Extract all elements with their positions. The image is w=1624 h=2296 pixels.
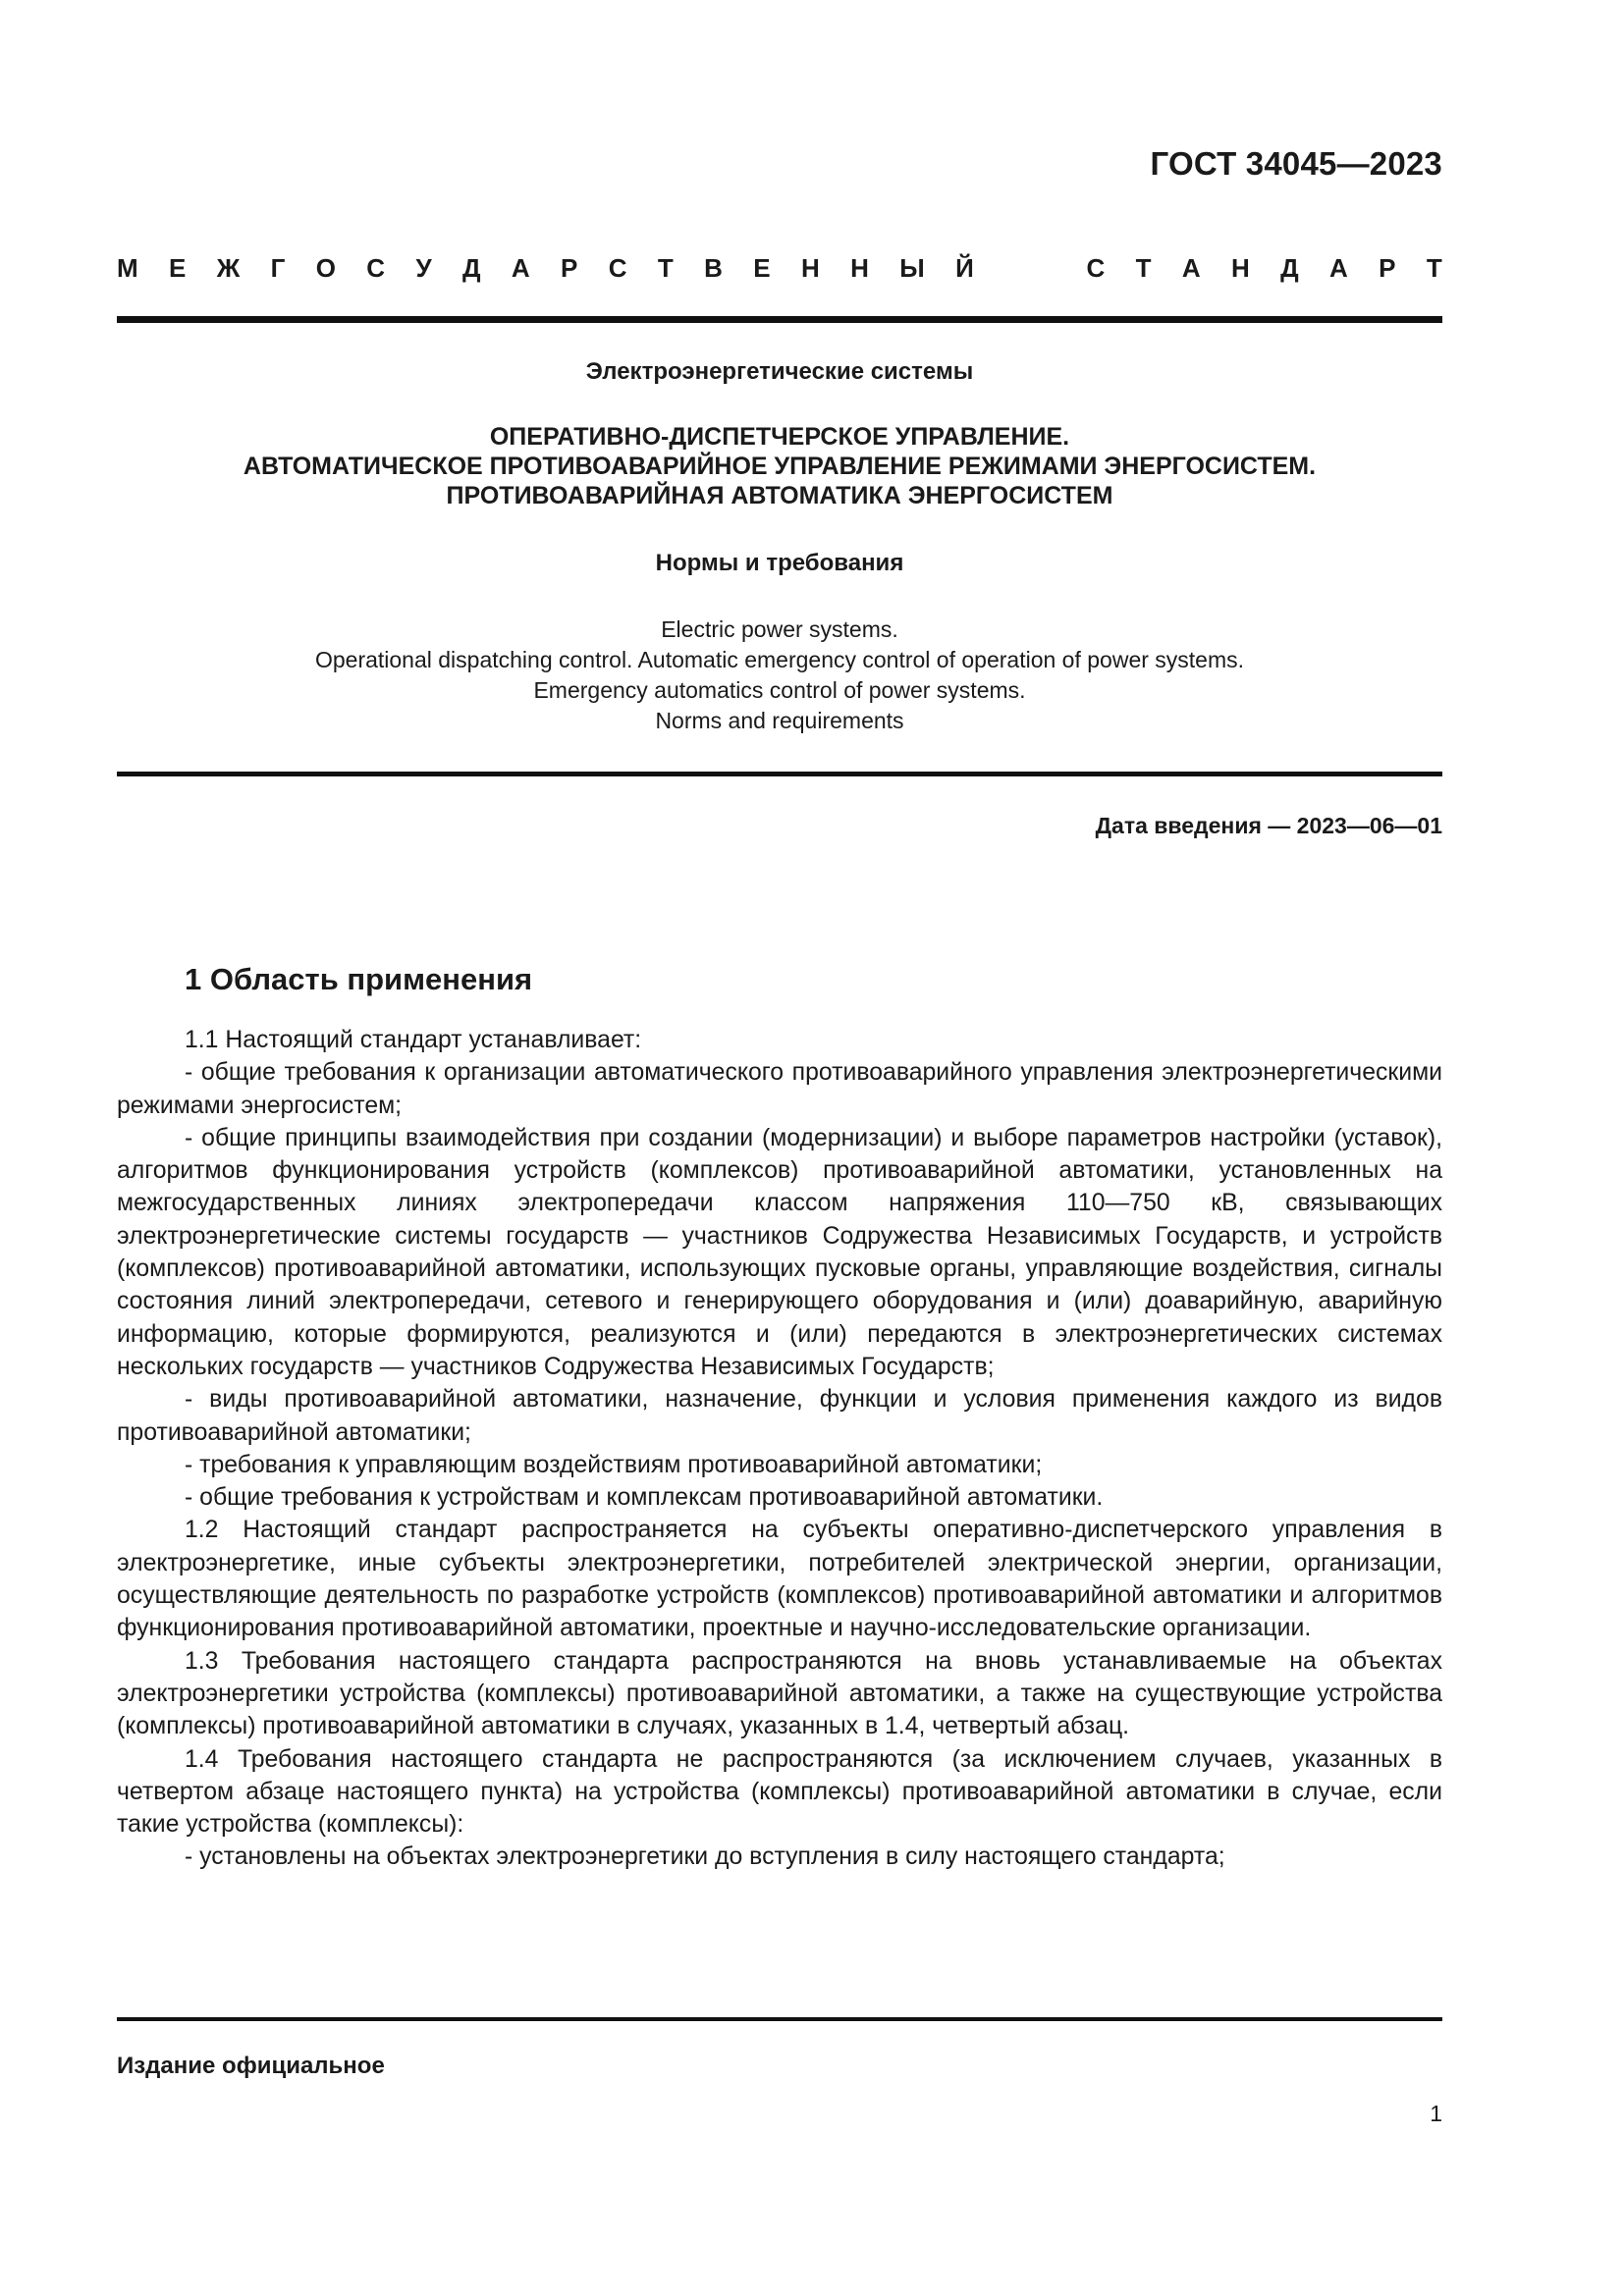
paragraph: 1.4 Требования настоящего стандарта не распространяются (за исключением случаев, указанных в четвертом абзаце настоящего пункта) на устройства (комплексы) противоаварийной автоматики в случае, если такие устройства (комплексы): [117,1745,1442,1839]
norms-title: Нормы и требования [655,550,904,576]
kind-letter: Н [850,253,869,283]
english-title-line: Norms and requirements [655,708,904,733]
english-title [117,614,1442,736]
main-title-line: ПРОТИВОАВАРИЙНАЯ АВТОМАТИКА ЭНЕРГОСИСТЕМ [446,482,1113,509]
kind-letter: У [415,253,432,283]
kind-letter: А [1329,253,1348,283]
kind-letter: О [315,253,336,283]
paragraph: - виды противоаварийной автоматики, назначение, функции и условия применения каждого из видов противоаварийной автоматики; [117,1386,1442,1446]
footer-divider [117,2017,1442,2021]
kind-letter: Д [461,253,481,283]
kind-letter: Ы [899,253,925,283]
kind-letter: В [704,253,723,283]
paragraph: - установлены на объектах электроэнергетики до вступления в силу настоящего стандарта; [185,1843,1225,1871]
kind-letter: Р [1379,253,1396,283]
title-divider [117,772,1442,776]
system-title: Электроэнергетические системы [585,358,974,385]
introduction-date: Дата введения — 2023—06—01 [1095,813,1442,838]
english-title-line: Electric power systems. [661,616,898,642]
paragraph: - общие требования к организации автоматического противоаварийного управления электроэнергетическими режимами энергосистем; [117,1059,1442,1119]
paragraph: 1.2 Настоящий стандарт распространяется на субъекты оперативно-диспетчерского управления в электроэнергетике, иные субъекты электроэнергетики, потребителей электрической энергии, организации, осуществляющие деятельность по разработке устройств (комплексов) противоаварийной автоматики и алгоритмов функционирования противоаварийной автоматики, проектные и научно-исследовательские организации. [117,1517,1442,1642]
kind-letter: М [117,253,138,283]
kind-letter: Р [561,253,578,283]
kind-word-gap [1004,253,1056,284]
paragraph: 1.3 Требования настоящего стандарта распространяются на вновь устанавливаемые на объектах электроэнергетики устройства (комплексы) противоаварийной автоматики, а также на существующие устройства (комплексы) противоаварийной автоматики в случаях, указанных в 1.4, четвертый абзац. [117,1647,1442,1740]
document-page [117,0,1442,2296]
kind-letter: Т [657,253,674,283]
section-heading: 1 Область применения [185,962,533,996]
page-number: 1 [1430,2101,1442,2126]
edition-label: Издание официальное [117,2053,385,2079]
main-title [117,422,1442,510]
main-title-line: АВТОМАТИЧЕСКОЕ ПРОТИВОАВАРИЙНОЕ УПРАВЛЕНИЕ РЕЖИМАМИ ЭНЕРГОСИСТЕМ. [243,453,1317,480]
kind-letter: Т [1426,253,1442,283]
paragraph: - требования к управляющим воздействиям противоаварийной автоматики; [185,1451,1043,1478]
section-body [117,1024,1442,1874]
kind-letter: Ж [216,253,241,283]
main-title-line: ОПЕРАТИВНО-ДИСПЕТЧЕРСКОЕ УПРАВЛЕНИЕ. [489,423,1070,451]
standard-kind-heading [117,253,1442,284]
kind-letter: Й [955,253,974,283]
kind-letter: А [511,253,530,283]
paragraph: - общие требования к устройствам и комплексам противоаварийной автоматики. [185,1484,1104,1512]
english-title-line: Operational dispatching control. Automatic emergency control of operation of power systems. [314,647,1245,672]
paragraph: - общие принципы взаимодействия при создании (модернизации) и выборе параметров настройки (уставок), алгоритмов функционирования устройств (комплексов) противоаварийной автоматики, установленных на межгосударственных линиях электропередачи классом напряжения 110—750 кВ, связывающих электроэнергетические системы государств — участников Содружества Независимых Государств, и устройств (комплексов) противоаварийной автоматики, использующих пусковые органы, управляющие воздействия, сигналы состояния линий электропередачи, сетевого и генерирующего оборудования и (или) доаварийную, аварийную информацию, которые формируются, реализуются и (или) передаются в электроэнергетических системах нескольких государств — участников Содружества Независимых Государств; [117,1124,1442,1380]
paragraph: 1.1 Настоящий стандарт устанавливает: [185,1027,642,1053]
english-title-line: Emergency automatics control of power systems. [533,677,1026,703]
kind-letter: Г [270,253,286,283]
kind-letter: Е [753,253,771,283]
kind-letter: С [608,253,627,283]
kind-letter: С [1086,253,1106,283]
kind-letter: Н [1231,253,1250,283]
kind-letter: С [366,253,386,283]
header-divider [117,316,1442,323]
kind-letter: Е [169,253,187,283]
kind-letter: Д [1280,253,1299,283]
kind-letter: Т [1135,253,1152,283]
kind-letter: Н [800,253,820,283]
document-number: ГОСТ 34045—2023 [1150,145,1442,182]
kind-letter: А [1181,253,1201,283]
